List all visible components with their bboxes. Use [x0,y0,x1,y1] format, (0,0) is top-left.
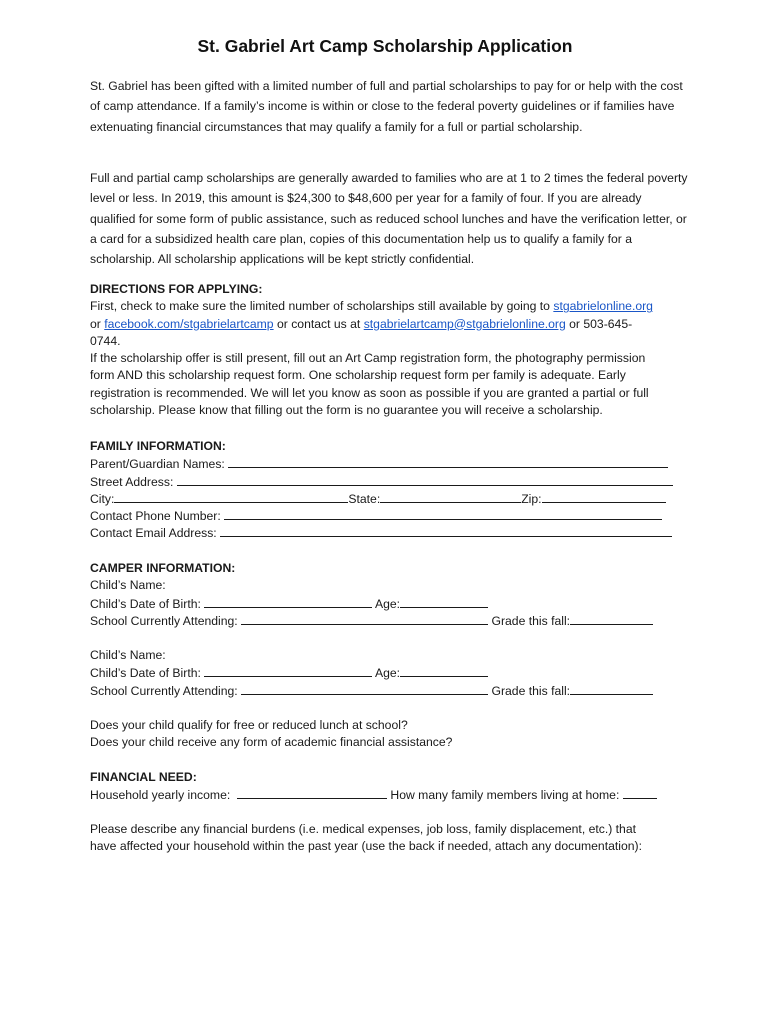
school-field[interactable] [241,612,488,625]
burdens-line: have affected your household within the past year (use the back if needed, attach any documentation): [90,839,642,854]
directions-section [90,281,690,419]
financial-heading: FINANCIAL NEED: [90,770,197,784]
age-field[interactable] [400,595,488,608]
grade-field[interactable] [570,682,653,695]
income-row [90,786,690,803]
school-label: School Currently Attending: [90,683,238,698]
email-field[interactable] [220,524,672,537]
phone-field[interactable] [224,507,662,520]
directions-line: If the scholarship offer is still present, fill out an Art Camp registration form, the photography permission [90,351,646,366]
assistance-question: Does your child receive any form of academic financial assistance? [90,735,453,750]
directions-line [90,298,690,315]
family-heading: FAMILY INFORMATION: [90,439,226,453]
city-label: City: [90,491,115,506]
phone-text: or 503-645- [565,316,633,331]
dob-row [90,595,690,612]
school-row [90,612,690,629]
city-field[interactable] [114,490,348,503]
zip-field[interactable] [542,490,666,503]
members-field[interactable] [623,786,657,799]
grade-label: Grade this fall: [491,613,571,628]
state-label: State: [348,491,381,506]
child-name-label: Child’s Name: [90,648,166,662]
dob-field[interactable] [204,595,372,608]
eligibility-paragraph: Full and partial camp scholarships are generally awarded to families who are at 1 to 2 times the federal poverty level or less. In 2019, this amount is $24,300 to $48,600 per year for a family of four. If you are already qualified for some form of public assistance, such as reduced school lunches and have the verification letter, or a card for a subsidized health care plan, copies of this documentation help us to qualify a family for a scholarship. All scholarship applications will be kept strictly confidential. [90,171,688,267]
directions-heading: DIRECTIONS FOR APPLYING: [90,282,263,296]
directions-line [90,316,690,333]
grade-label: Grade this fall: [491,683,571,698]
dob-field[interactable] [204,664,372,677]
directions-text: First, check to make sure the limited number of scholarships still available by going to [90,299,554,314]
lunch-question: Does your child qualify for free or reduced lunch at school? [90,718,408,732]
street-label: Street Address: [90,474,174,489]
directions-line: scholarship. Please know that filling out the form is no guarantee you will receive a scholarship. [90,403,603,418]
family-section [90,438,690,542]
page-title: St. Gabriel Art Camp Scholarship Application [197,36,573,56]
parent-names-field[interactable] [228,455,668,468]
state-field[interactable] [380,490,521,503]
grade-field[interactable] [570,612,653,625]
camper-2-section [90,647,690,699]
parent-label: Parent/Guardian Names: [90,457,225,472]
income-field[interactable] [237,786,387,799]
parent-row [90,455,690,472]
directions-line: form AND this scholarship request form. One scholarship request form per family is adequate. Early [90,368,626,383]
camper-heading: CAMPER INFORMATION: [90,561,236,575]
intro-paragraph: St. Gabriel has been gifted with a limited number of full and partial scholarships to pay for or help with the cost of camp attendance. If a family’s income is within or close to the federal poverty guidelines or if families have extenuating financial circumstances that may qualify a family for a full or partial scholarship. [90,79,683,134]
age-label: Age: [374,666,401,681]
dob-row [90,664,690,681]
dob-label: Child’s Date of Birth: [90,596,201,611]
city-row [90,490,690,507]
age-field[interactable] [400,664,488,677]
school-label: School Currently Attending: [90,613,238,628]
email-link[interactable]: stgabrielartcamp@stgabrielonline.org [363,316,566,331]
zip-label: Zip: [521,491,542,506]
phone-row [90,507,690,524]
phone-continued: 0744. [90,333,121,348]
directions-text: or [90,316,105,331]
email-label: Contact Email Address: [90,526,217,541]
income-label: Household yearly income: [90,788,231,803]
child-name-label: Child’s Name: [90,578,166,593]
burdens-line: Please describe any financial burdens (i.e. medical expenses, job loss, family displacement, etc.) that [90,822,637,836]
school-row [90,682,690,699]
school-field[interactable] [241,682,488,695]
directions-line: registration is recommended. We will let you know as soon as possible if you are granted a partial or full [90,385,649,400]
street-row [90,473,690,490]
camper-section [90,560,690,629]
directions-text: or contact us at [273,316,364,331]
phone-label: Contact Phone Number: [90,509,221,524]
financial-section [90,769,690,804]
members-label: How many family members living at home: [390,788,620,803]
email-row [90,524,690,541]
website-link[interactable]: stgabrielonline.org [553,299,653,314]
burdens-section [90,821,690,856]
dob-label: Child’s Date of Birth: [90,666,201,681]
age-label: Age: [374,596,401,611]
street-address-field[interactable] [177,473,673,486]
facebook-link[interactable]: facebook.com/stgabrielartcamp [104,316,274,331]
questions-section [90,717,690,752]
